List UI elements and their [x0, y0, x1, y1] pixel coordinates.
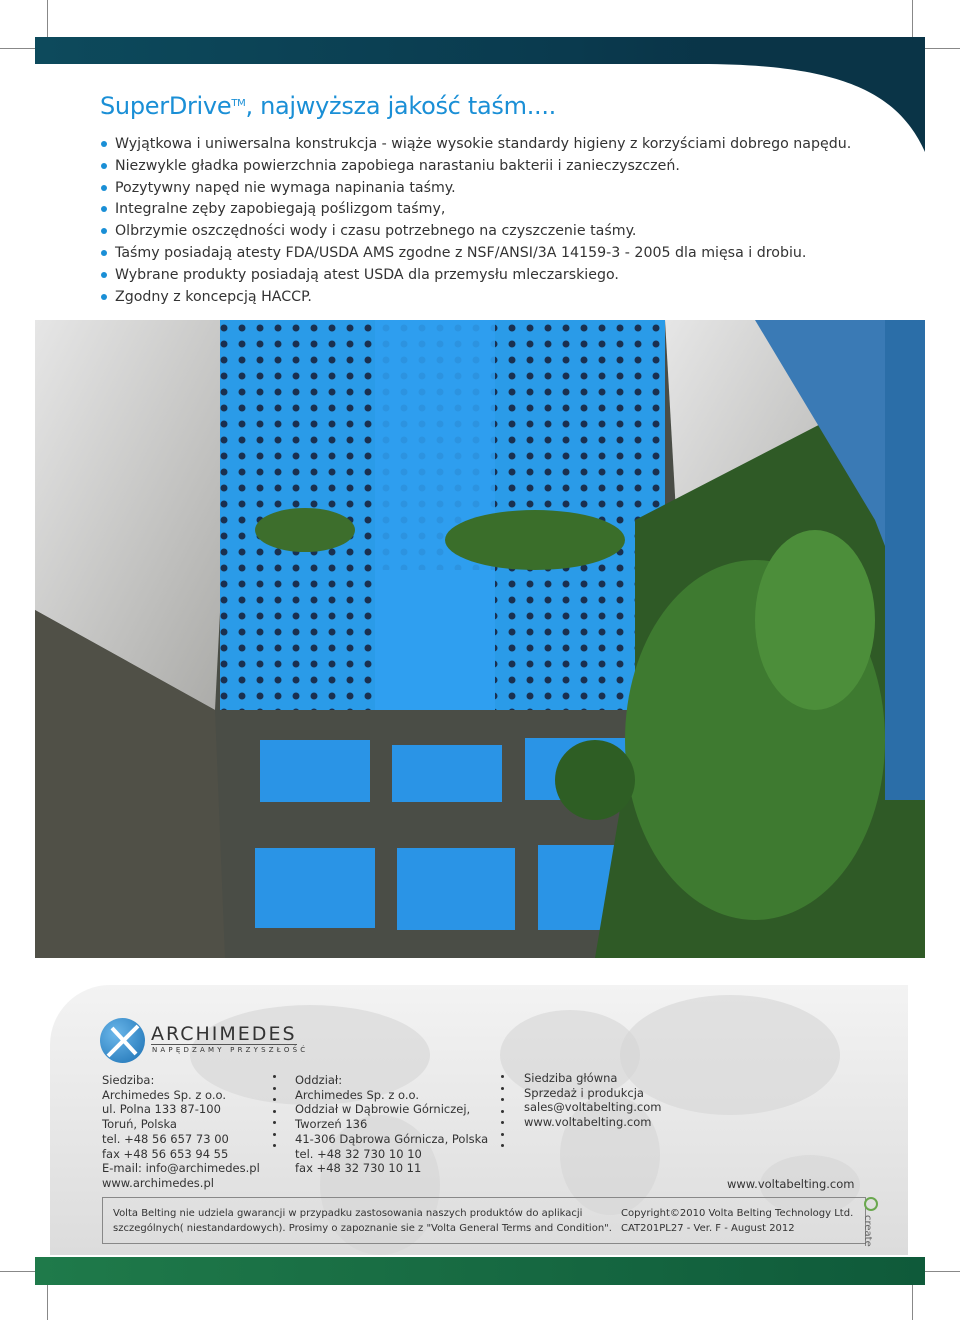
crop-mark — [0, 1271, 36, 1272]
footer-bar — [35, 1257, 925, 1285]
list-item: Olbrzymie oszczędności wody i czasu potrzebnego na czyszczenie taśmy. — [100, 221, 851, 243]
office-dabrowa — [295, 1073, 488, 1176]
office-line: Siedziba główna — [524, 1071, 618, 1085]
office-line: Oddział: — [295, 1073, 343, 1087]
office-line: Siedziba: — [102, 1073, 155, 1087]
crop-mark — [924, 1271, 960, 1272]
crop-mark — [47, 0, 48, 38]
office-line: Toruń, Polska — [102, 1117, 177, 1132]
crop-mark — [0, 48, 36, 49]
office-line: Oddział w Dąbrowie Górniczej, — [295, 1102, 471, 1117]
copyright-text — [621, 1207, 853, 1236]
product-photo — [35, 320, 925, 958]
office-line: www.archimedes.pl — [102, 1175, 214, 1190]
copyright-line: Copyright©2010 Volta Belting Technology Ltd. — [621, 1208, 854, 1219]
office-torun — [102, 1073, 260, 1191]
copyright-line: CAT201PL27 - Ver. F - August 2012 — [621, 1222, 795, 1234]
list-item: Wyjątkowa i uniwersalna konstrukcja - wiąże wysokie standardy higieny z korzyściami dobrego napędu. — [100, 134, 851, 156]
recycle-icon — [864, 1197, 878, 1211]
office-line: 41-306 Dąbrowa Górnicza, Polska — [295, 1131, 489, 1146]
office-line: tel. +48 32 730 10 10 — [295, 1146, 422, 1161]
archimedes-logo-text: ARCHIMEDES — [151, 1023, 297, 1045]
list-item: Niezwykle gładka powierzchnia zapobiega narastaniu bakterii i zanieczyszczeń. — [100, 156, 851, 178]
disclaimer-text — [113, 1207, 612, 1236]
list-item: Taśmy posiadają atesty FDA/USDA AMS zgodne z NSF/ANSI/3A 14159-3 - 2005 dla mięsa i drobiu. — [100, 243, 851, 265]
office-line: Sprzedaż i produkcja — [524, 1085, 644, 1100]
footer-website-link[interactable]: www.voltabelting.com — [727, 1177, 855, 1191]
crop-mark — [912, 1284, 913, 1320]
office-line: Tworzeń 136 — [295, 1117, 368, 1132]
list-item: Wybrane produkty posiadają atest USDA dla przemysłu mleczarskiego. — [100, 265, 851, 287]
disclaimer-line: szczególnych( niestandardowych). Prosimy o zapoznanie sie z "Volta General Terms and Condition". — [113, 1222, 612, 1234]
office-line: Archimedes Sp. z o.o. — [102, 1087, 227, 1102]
office-line: fax +48 32 730 10 11 — [295, 1161, 422, 1176]
separator-dots — [273, 1075, 277, 1156]
crop-mark — [47, 1284, 48, 1320]
separator-dots — [501, 1075, 505, 1156]
office-headquarters — [524, 1071, 661, 1130]
crop-mark — [912, 0, 913, 38]
archimedes-logo-icon — [100, 1018, 145, 1063]
crop-mark — [924, 48, 960, 49]
office-line: fax +48 56 653 94 55 — [102, 1146, 229, 1161]
list-item: Zgodny z koncepcją HACCP. — [100, 287, 851, 309]
office-line: tel. +48 56 657 73 00 — [102, 1131, 229, 1146]
page-title: SuperDrive™, najwyższa jakość taśm.... — [100, 92, 557, 120]
archimedes-tagline: NAPĘDZAMY PRZYSZŁOŚĆ — [152, 1046, 309, 1054]
website-link[interactable]: www.voltabelting.com — [524, 1115, 652, 1130]
office-line: E-mail: info@archimedes.pl — [102, 1161, 260, 1176]
disclaimer-line: Volta Belting nie udziela gwarancji w przypadku zastosowania naszych produktów do aplikacji — [113, 1208, 583, 1219]
sales-email-link[interactable]: sales@voltabelting.com — [524, 1100, 662, 1115]
office-line: ul. Polna 133 87-100 — [102, 1102, 221, 1117]
create-label: create — [862, 1215, 873, 1247]
office-line: Archimedes Sp. z o.o. — [295, 1087, 420, 1102]
disclaimer-box — [102, 1197, 866, 1244]
feature-list — [100, 134, 851, 308]
list-item: Integralne zęby zapobiegają poślizgom taśmy, — [100, 199, 851, 221]
list-item: Pozytywny napęd nie wymaga napinania taśmy. — [100, 178, 851, 200]
